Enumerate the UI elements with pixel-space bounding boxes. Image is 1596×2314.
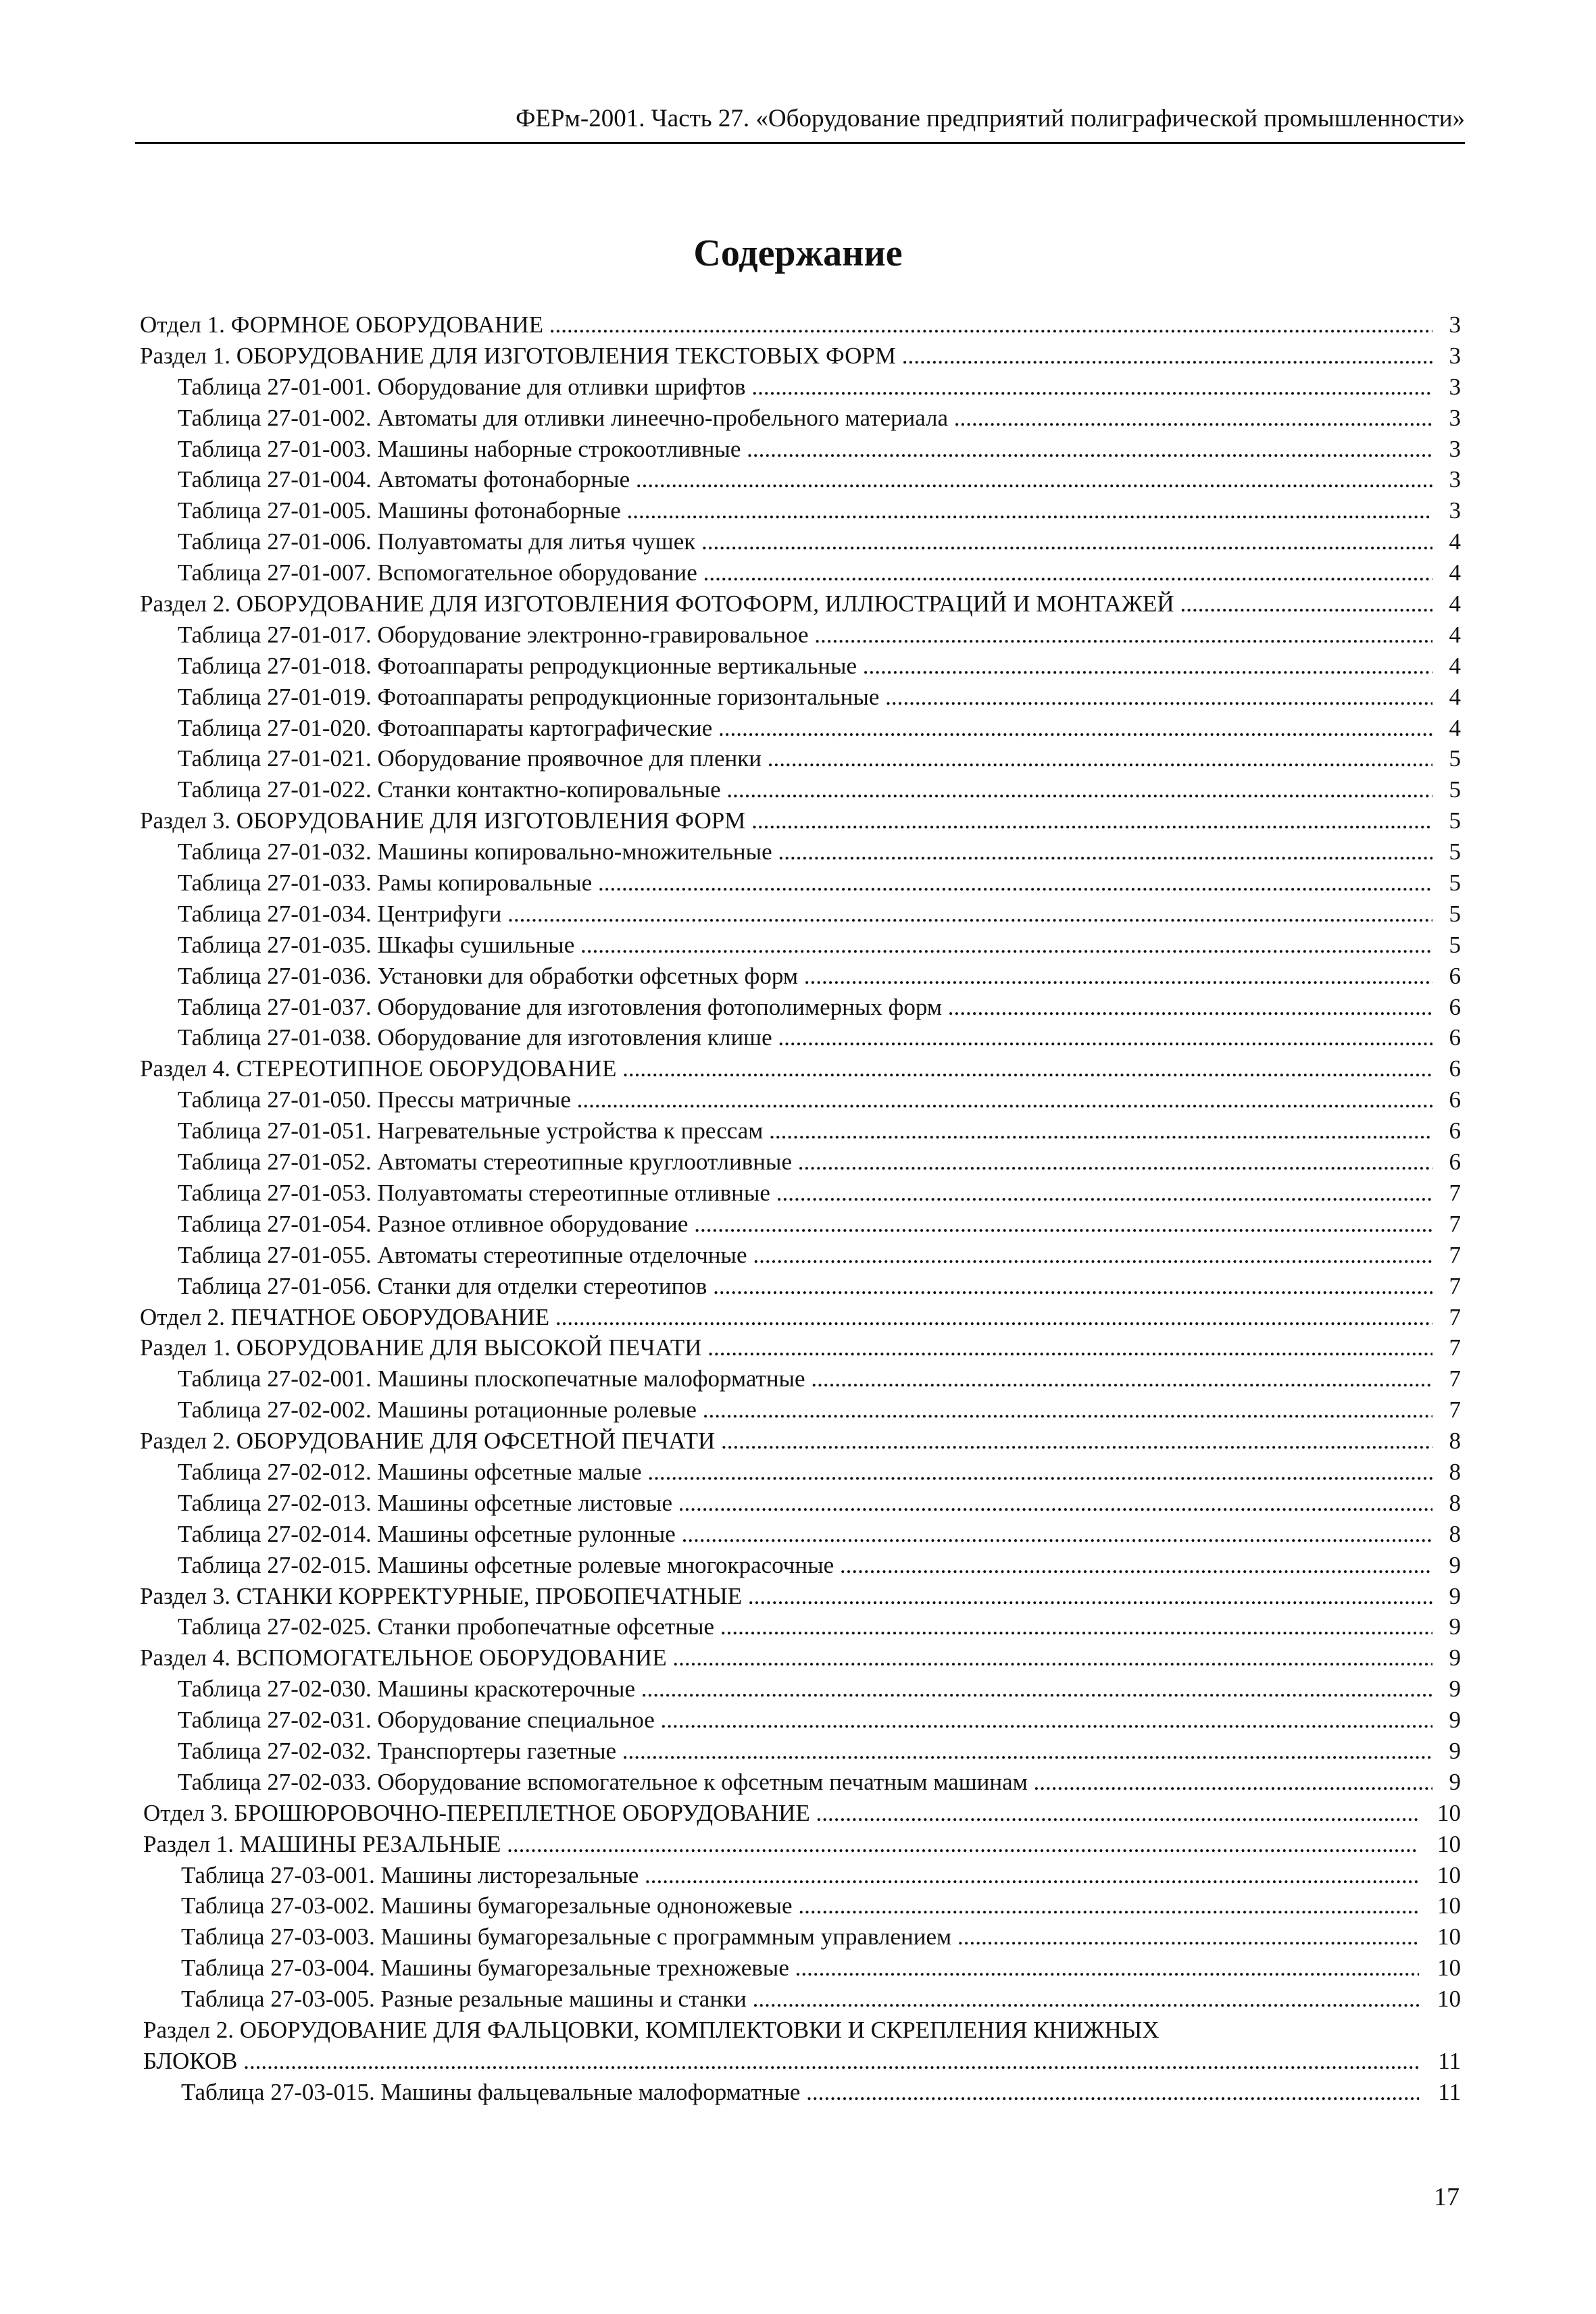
- toc-entry-text: Таблица 27-01-005. Машины фотонаборные .....: [178, 495, 1457, 526]
- toc-table-entry[interactable]: [0, 899, 1596, 930]
- toc-section[interactable]: [0, 1642, 1596, 1674]
- toc-page-number: 9: [1432, 1674, 1461, 1705]
- toc-entry-text: Таблица 27-02-032. Транспортеры газетные .....: [178, 1736, 1457, 1767]
- toc-page-number: 3: [1432, 495, 1461, 526]
- toc-page-number: 4: [1432, 651, 1461, 682]
- toc-table-entry[interactable]: [0, 1890, 1596, 1921]
- toc-table-entry[interactable]: [0, 1178, 1596, 1209]
- toc-entry-text: Таблица 27-01-050. Прессы матричные .....: [178, 1084, 1457, 1115]
- toc-entry-continued: [0, 2015, 1596, 2046]
- toc-page-number: 3: [1432, 434, 1461, 465]
- toc-entry-text: Таблица 27-02-012. Машины офсетные малые .....: [178, 1457, 1457, 1488]
- toc-table-entry[interactable]: [0, 1705, 1596, 1736]
- toc-entry-text: Раздел 1. МАШИНЫ РЕЗАЛЬНЫЕ .....: [143, 1829, 1439, 1860]
- page-number: 17: [1434, 2183, 1460, 2211]
- toc-entry-text: Раздел 4. ВСПОМОГАТЕЛЬНОЕ ОБОРУДОВАНИЕ .....: [140, 1642, 1457, 1674]
- toc-table-entry[interactable]: [0, 495, 1596, 526]
- toc-table-entry[interactable]: [0, 1147, 1596, 1178]
- toc-page-number: 7: [1432, 1302, 1461, 1333]
- toc-page-number: 8: [1432, 1457, 1461, 1488]
- toc-page-number: 6: [1432, 1022, 1461, 1053]
- toc-entry-text: Таблица 27-01-017. Оборудование электронно-гравировальное .....: [178, 620, 1457, 651]
- toc-table-entry[interactable]: [0, 1115, 1596, 1147]
- toc-table-entry[interactable]: [0, 1736, 1596, 1767]
- toc-entry-text: Таблица 27-01-037. Оборудование для изготовления фотополимерных форм .....: [178, 992, 1457, 1023]
- toc-page-number: 3: [1432, 403, 1461, 434]
- toc-table-entry[interactable]: [0, 1240, 1596, 1271]
- toc-page-number: 9: [1432, 1767, 1461, 1798]
- toc-section[interactable]: [0, 1581, 1596, 1612]
- toc-table-entry[interactable]: [0, 682, 1596, 713]
- toc-page-number: 9: [1432, 1736, 1461, 1767]
- toc-page-number: 7: [1432, 1178, 1461, 1209]
- toc-entry-text: Таблица 27-03-003. Машины бумагорезальные с программным управлением .....: [181, 1921, 1439, 1953]
- toc-entry-text: Отдел 1. ФОРМНОЕ ОБОРУДОВАНИЕ .....: [140, 309, 1457, 341]
- running-header: ФЕРм-2001. Часть 27. «Оборудование предприятий полиграфической промышленности»: [135, 103, 1465, 144]
- toc-page-number: 3: [1432, 309, 1461, 341]
- toc-entry-text: Таблица 27-01-052. Автоматы стереотипные круглоотливные .....: [178, 1147, 1457, 1178]
- toc-page-number: 7: [1432, 1363, 1461, 1394]
- toc-table-entry[interactable]: [0, 651, 1596, 682]
- toc-table-entry[interactable]: [0, 867, 1596, 899]
- toc-page-number: 10: [1419, 1921, 1461, 1953]
- toc-table-entry[interactable]: [0, 1953, 1596, 1984]
- toc-page-number: 6: [1432, 961, 1461, 992]
- page-title: Содержание: [693, 232, 903, 274]
- toc-table-entry[interactable]: [0, 930, 1596, 961]
- toc-page-number: 8: [1432, 1519, 1461, 1550]
- toc-page-number: 5: [1432, 899, 1461, 930]
- toc-entry-text: Раздел 3. ОБОРУДОВАНИЕ ДЛЯ ИЗГОТОВЛЕНИЯ ФОРМ .....: [140, 805, 1457, 836]
- toc-page-number: 5: [1432, 836, 1461, 867]
- toc-table-entry[interactable]: [0, 1611, 1596, 1642]
- toc-entry-text: Таблица 27-01-022. Станки контактно-копировальные .....: [178, 774, 1457, 805]
- toc-table-entry[interactable]: [0, 557, 1596, 588]
- toc-page-number: 10: [1419, 1890, 1461, 1921]
- toc-entry-text: Раздел 2. ОБОРУДОВАНИЕ ДЛЯ ФАЛЬЦОВКИ, КОМПЛЕКТОВКИ И СКРЕПЛЕНИЯ КНИЖНЫХ: [143, 2016, 1159, 2043]
- toc-entry-text: Раздел 1. ОБОРУДОВАНИЕ ДЛЯ ИЗГОТОВЛЕНИЯ ТЕКСТОВЫХ ФОРМ .....: [140, 341, 1457, 372]
- toc-section[interactable]: [0, 805, 1596, 836]
- toc-entry-text: Таблица 27-01-018. Фотоаппараты репродукционные вертикальные .....: [178, 651, 1457, 682]
- table-of-contents: [0, 309, 1596, 2108]
- toc-entry-text: Таблица 27-01-006. Полуавтоматы для литья чушек .....: [178, 526, 1457, 557]
- toc-table-entry[interactable]: [0, 1550, 1596, 1581]
- toc-entry-text: Отдел 3. БРОШЮРОВОЧНО-ПЕРЕПЛЕТНОЕ ОБОРУДОВАНИЕ .....: [143, 1798, 1439, 1829]
- toc-section[interactable]: [0, 1332, 1596, 1363]
- toc-entry-text: Таблица 27-01-002. Автоматы для отливки линеечно-пробельного материала .....: [178, 403, 1457, 434]
- toc-table-entry[interactable]: [0, 620, 1596, 651]
- toc-entry-text: Таблица 27-02-033. Оборудование вспомогательное к офсетным печатным машинам .....: [178, 1767, 1457, 1798]
- toc-table-entry[interactable]: [0, 1767, 1596, 1798]
- toc-table-entry[interactable]: [0, 434, 1596, 465]
- toc-table-entry[interactable]: [0, 992, 1596, 1023]
- toc-entry-text: Таблица 27-01-003. Машины наборные строкоотливные .....: [178, 434, 1457, 465]
- toc-page-number: 6: [1432, 1053, 1461, 1084]
- toc-entry-text: Таблица 27-02-025. Станки пробопечатные офсетные .....: [178, 1611, 1457, 1642]
- toc-section[interactable]: [0, 1053, 1596, 1084]
- toc-table-entry[interactable]: [0, 526, 1596, 557]
- toc-page-number: 6: [1432, 1084, 1461, 1115]
- toc-entry-text: Таблица 27-01-056. Станки для отделки стереотипов .....: [178, 1271, 1457, 1302]
- toc-entry-text: Таблица 27-02-001. Машины плоскопечатные малоформатные .....: [178, 1363, 1457, 1394]
- toc-page-number: 9: [1432, 1611, 1461, 1642]
- toc-entry-text: Таблица 27-01-001. Оборудование для отливки шрифтов .....: [178, 372, 1457, 403]
- toc-section[interactable]: [0, 2046, 1596, 2077]
- toc-entry-text: Раздел 3. СТАНКИ КОРРЕКТУРНЫЕ, ПРОБОПЕЧАТНЫЕ .....: [140, 1581, 1457, 1612]
- toc-page-number: 7: [1432, 1240, 1461, 1271]
- toc-part[interactable]: [0, 309, 1596, 341]
- toc-page-number: 4: [1432, 620, 1461, 651]
- toc-part[interactable]: [0, 1302, 1596, 1333]
- toc-page-number: 3: [1432, 464, 1461, 495]
- toc-table-entry[interactable]: [0, 1488, 1596, 1519]
- toc-entry-text: Таблица 27-03-015. Машины фальцевальные малоформатные .....: [181, 2077, 1439, 2108]
- toc-page-number: 5: [1432, 774, 1461, 805]
- toc-entry-text: Раздел 2. ОБОРУДОВАНИЕ ДЛЯ ОФСЕТНОЙ ПЕЧАТИ .....: [140, 1426, 1457, 1457]
- toc-part[interactable]: [0, 1798, 1596, 1829]
- toc-table-entry[interactable]: [0, 1519, 1596, 1550]
- toc-page-number: 5: [1432, 743, 1461, 774]
- toc-page-number: 9: [1432, 1642, 1461, 1674]
- toc-table-entry[interactable]: [0, 774, 1596, 805]
- toc-page-number: 4: [1432, 682, 1461, 713]
- toc-table-entry[interactable]: [0, 743, 1596, 774]
- toc-entry-text: Таблица 27-03-002. Машины бумагорезальные одноножевые .....: [181, 1890, 1439, 1921]
- toc-entry-text: Таблица 27-01-004. Автоматы фотонаборные .....: [178, 464, 1457, 495]
- toc-entry-text: Таблица 27-01-020. Фотоаппараты картографические .....: [178, 713, 1457, 744]
- toc-table-entry[interactable]: [0, 1457, 1596, 1488]
- toc-page-number: 7: [1432, 1271, 1461, 1302]
- toc-table-entry[interactable]: [0, 2077, 1596, 2108]
- toc-entry-text: Таблица 27-02-014. Машины офсетные рулонные .....: [178, 1519, 1457, 1550]
- toc-entry-text: Таблица 27-01-032. Машины копировально-множительные .....: [178, 836, 1457, 867]
- toc-page-number: 3: [1432, 372, 1461, 403]
- toc-table-entry[interactable]: [0, 713, 1596, 744]
- toc-entry-text: Таблица 27-01-053. Полуавтоматы стереотипные отливные .....: [178, 1178, 1457, 1209]
- toc-page-number: 5: [1432, 805, 1461, 836]
- toc-entry-text: Таблица 27-02-013. Машины офсетные листовые .....: [178, 1488, 1457, 1519]
- toc-entry-text: Таблица 27-01-036. Установки для обработки офсетных форм .....: [178, 961, 1457, 992]
- toc-page-number: 4: [1432, 526, 1461, 557]
- toc-entry-text: Таблица 27-03-005. Разные резальные машины и станки .....: [181, 1984, 1439, 2015]
- toc-entry-text: Таблица 27-01-055. Автоматы стереотипные отделочные .....: [178, 1240, 1457, 1271]
- toc-page-number: 6: [1432, 992, 1461, 1023]
- toc-page-number: 7: [1432, 1209, 1461, 1240]
- toc-entry-text: Таблица 27-01-051. Нагревательные устройства к прессам .....: [178, 1115, 1457, 1147]
- toc-page-number: 10: [1419, 1984, 1461, 2015]
- toc-table-entry[interactable]: [0, 1921, 1596, 1953]
- toc-page-number: 9: [1432, 1581, 1461, 1612]
- toc-page-number: 3: [1432, 341, 1461, 372]
- toc-page-number: 4: [1432, 557, 1461, 588]
- toc-entry-text: Раздел 2. ОБОРУДОВАНИЕ ДЛЯ ИЗГОТОВЛЕНИЯ ФОТОФОРМ, ИЛЛЮСТРАЦИЙ И МОНТАЖЕЙ .....: [140, 588, 1457, 620]
- toc-entry-text: Таблица 27-01-033. Рамы копировальные .....: [178, 867, 1457, 899]
- toc-page-number: 5: [1432, 930, 1461, 961]
- toc-table-entry[interactable]: [0, 1363, 1596, 1394]
- toc-table-entry[interactable]: [0, 1022, 1596, 1053]
- toc-table-entry[interactable]: [0, 1209, 1596, 1240]
- toc-entry-text: Таблица 27-01-035. Шкафы сушильные .....: [178, 930, 1457, 961]
- toc-page-number: 11: [1419, 2046, 1461, 2077]
- toc-table-entry[interactable]: [0, 1084, 1596, 1115]
- toc-page-number: 4: [1432, 713, 1461, 744]
- toc-entry-text: Таблица 27-03-004. Машины бумагорезальные трехножевые .....: [181, 1953, 1439, 1984]
- toc-entry-text: Отдел 2. ПЕЧАТНОЕ ОБОРУДОВАНИЕ .....: [140, 1302, 1457, 1333]
- toc-table-entry[interactable]: [0, 403, 1596, 434]
- toc-page-number: 8: [1432, 1488, 1461, 1519]
- toc-entry-text: Таблица 27-01-021. Оборудование проявочное для пленки .....: [178, 743, 1457, 774]
- toc-table-entry[interactable]: [0, 1984, 1596, 2015]
- toc-table-entry[interactable]: [0, 372, 1596, 403]
- toc-page-number: 6: [1432, 1115, 1461, 1147]
- toc-entry-text: Таблица 27-02-002. Машины ротационные ролевые .....: [178, 1394, 1457, 1426]
- toc-page-number: 5: [1432, 867, 1461, 899]
- toc-entry-text: Таблица 27-03-001. Машины листорезальные .....: [181, 1860, 1439, 1891]
- toc-table-entry[interactable]: [0, 836, 1596, 867]
- toc-page-number: 10: [1419, 1798, 1461, 1829]
- toc-entry-text: Таблица 27-01-034. Центрифуги .....: [178, 899, 1457, 930]
- toc-entry-text: БЛОКОВ .....: [143, 2046, 1439, 2077]
- toc-table-entry[interactable]: [0, 1674, 1596, 1705]
- toc-page-number: 7: [1432, 1332, 1461, 1363]
- toc-entry-text: Таблица 27-01-054. Разное отливное оборудование .....: [178, 1209, 1457, 1240]
- toc-entry-text: Таблица 27-02-015. Машины офсетные ролевые многокрасочные .....: [178, 1550, 1457, 1581]
- toc-entry-text: Таблица 27-01-038. Оборудование для изготовления клише .....: [178, 1022, 1457, 1053]
- toc-entry-text: Таблица 27-02-031. Оборудование специальное .....: [178, 1705, 1457, 1736]
- toc-entry-text: Таблица 27-02-030. Машины краскотерочные .....: [178, 1674, 1457, 1705]
- toc-page-number: 6: [1432, 1147, 1461, 1178]
- toc-entry-text: Раздел 1. ОБОРУДОВАНИЕ ДЛЯ ВЫСОКОЙ ПЕЧАТИ .....: [140, 1332, 1457, 1363]
- toc-entry-text: Раздел 4. СТЕРЕОТИПНОЕ ОБОРУДОВАНИЕ .....: [140, 1053, 1457, 1084]
- toc-table-entry[interactable]: [0, 1394, 1596, 1426]
- toc-page-number: 11: [1419, 2077, 1461, 2108]
- toc-section[interactable]: [0, 341, 1596, 372]
- toc-table-entry[interactable]: [0, 1271, 1596, 1302]
- toc-page-number: 8: [1432, 1426, 1461, 1457]
- toc-page-number: 10: [1419, 1829, 1461, 1860]
- toc-table-entry[interactable]: [0, 464, 1596, 495]
- toc-page-number: 9: [1432, 1550, 1461, 1581]
- toc-page-number: 4: [1432, 588, 1461, 620]
- toc-page-number: 9: [1432, 1705, 1461, 1736]
- toc-entry-text: Таблица 27-01-019. Фотоаппараты репродукционные горизонтальные .....: [178, 682, 1457, 713]
- toc-section[interactable]: [0, 588, 1596, 620]
- toc-table-entry[interactable]: [0, 1860, 1596, 1891]
- toc-section[interactable]: [0, 1426, 1596, 1457]
- toc-section[interactable]: [0, 1829, 1596, 1860]
- toc-page-number: 7: [1432, 1394, 1461, 1426]
- toc-entry-text: Таблица 27-01-007. Вспомогательное оборудование .....: [178, 557, 1457, 588]
- toc-table-entry[interactable]: [0, 961, 1596, 992]
- toc-page-number: 10: [1419, 1953, 1461, 1984]
- toc-page-number: 10: [1419, 1860, 1461, 1891]
